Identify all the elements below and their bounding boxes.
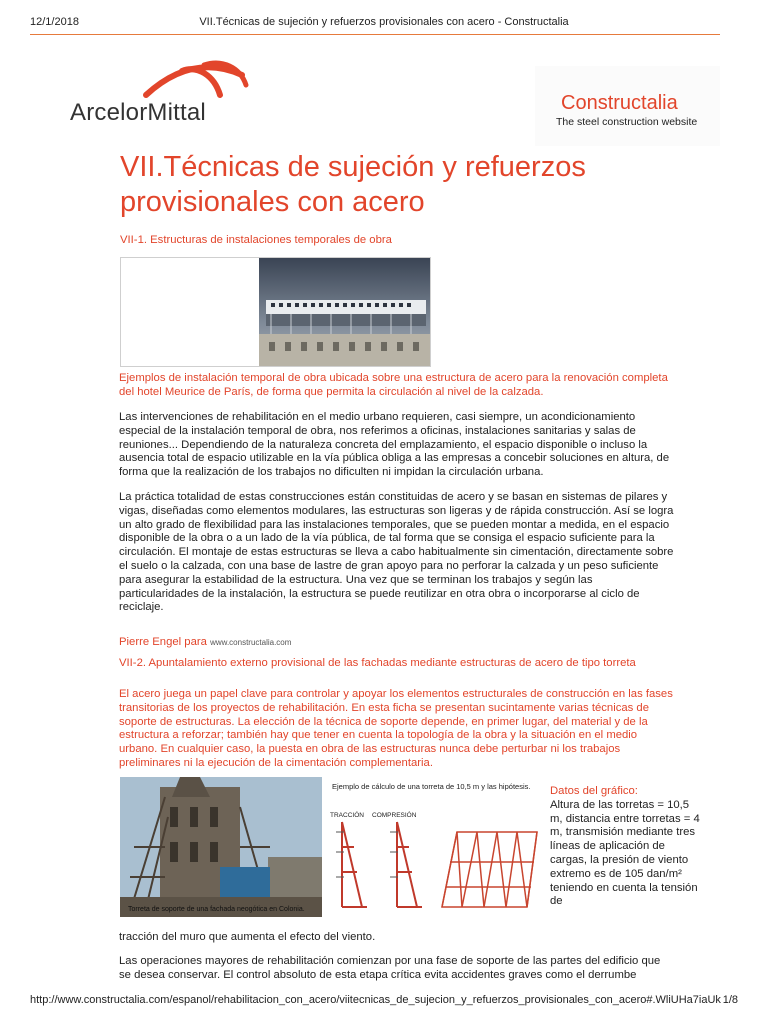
author-name: Pierre Engel para (119, 636, 207, 648)
arcelormittal-logo-text: ArcelorMittal (70, 99, 206, 126)
sidebar-continuation: tracción del muro que aumenta el efecto del viento. (119, 931, 376, 943)
constructalia-logo-text: Constructalia (561, 92, 678, 114)
chart-data-sidebar (550, 785, 700, 909)
paragraph-2: La práctica totalidad de estas construcciones están constituidas de acero y se basan en sistemas de pilares y vigas, diseñadas como elementos modulares, las estructuras son ligeras y de rápida construcción. Así se logra un alto grado de flexibilidad para las instalaciones temporales, que se pueden montar a medida, en el espacio disponible de la obra o a un lado de la vía pública, de tal forma que se consiga el espacio suficiente para la circulación. El montaje de estas estructuras se lleva a cabo habitualmente sin cimentación, directamente sobre el suelo o la calzada, con una base de lastre de gran apoyo para no perforar la calzada y un peso suficiente para asegurar la estabilidad de la estructura. Una vez que se terminan los trabajos y según las particularidades de la instalación, la estructura se puede reutilizar en otra obra o incorporarse al ciclo de reciclaje. (119, 491, 674, 614)
print-page-title: VII.Técnicas de sujeción y refuerzos provisionales con acero - Constructalia (199, 16, 569, 28)
diagram-label-traccion: TRACCIÓN (330, 812, 364, 819)
photo2-caption: Torreta de soporte de una fachada neogótica en Colonia. (128, 906, 305, 913)
author-line (119, 636, 291, 648)
paragraph-4: Las operaciones mayores de rehabilitación comienzan por una fase de soporte de las partes del edificio que se desea conservar. El control absoluto de esta etapa crítica evita accidentes graves como el derrumbe (119, 955, 661, 981)
arcelormittal-logo-mark (142, 55, 252, 105)
chart-data-heading: Datos del gráfico: (550, 785, 638, 797)
hotel-meurice-photo (120, 257, 431, 367)
section1-heading: VII-1. Estructuras de instalaciones temporales de obra (120, 234, 392, 246)
print-date: 12/1/2018 (30, 16, 79, 28)
photo1-caption: Ejemplos de instalación temporal de obra ubicada sobre una estructura de acero para la renovación completa del hotel Meurice de París, de forma que permita la circulación al nivel de la calzada. (119, 372, 668, 398)
header-divider (30, 34, 720, 35)
paragraph-3: El acero juega un papel clave para controlar y apoyar los elementos estructurales de construcción en las fases transitorias de los proyectos de rehabilitación. En esta ficha se presentan sucintamente varias técnicas de soporte de estructuras. La elección de la técnica de soporte depende, en primer lugar, del material y de la estructura a reforzar; también hay que tener en cuenta la topología de la obra y la situación en el medio urbano. En cualquier caso, la puesta en obra de las estructuras nunca debe perturbar ni los trabajos preliminares ni la ejecución de la cimentación complementaria. (119, 688, 673, 769)
diagram-title: Ejemplo de cálculo de una torreta de 10,5 m y las hipótesis. (332, 782, 531, 791)
article-title: VII.Técnicas de sujeción y refuerzos provisionales con acero (120, 151, 586, 218)
footer-url: http://www.constructalia.com/espanol/rehabilitacion_con_acero/viitecnicas_de_sujecion_y_refuerzos_provisionales_con_acero#.WliUHa7iaUk (30, 994, 721, 1006)
chart-data-text: Altura de las torretas = 10,5 m, distancia entre torretas = 4 m, transmisión mediante tres líneas de aplicación de cargas, la presión de viento extremo es de 105 dan/m² teniendo en cuenta la tensión de (550, 798, 700, 908)
paragraph-1: Las intervenciones de rehabilitación en el medio urbano requieren, casi siempre, un acondicionamiento especial de la instalación temporal de obra, nos referimos a oficinas, instalaciones sanitarias y salas de reuniones... Dependiendo de la naturaleza concreta del emplazamiento, el espacio disponible o incluso la ausencia total de espacio utilizable en la vía pública obliga a las empresas a concebir soluciones en altura, de forma que la realización de los trabajos no dificulten ni impidan la circulación urbana. (119, 411, 670, 479)
constructalia-tagline: The steel construction website (556, 116, 698, 128)
footer-page-number: 1/8 (722, 994, 738, 1006)
cologne-tower-photo (120, 777, 322, 917)
tower-calculation-diagram (322, 777, 544, 917)
section2-heading: VII-2. Apuntalamiento externo provisional de las fachadas mediante estructuras de acero de tipo torreta (119, 657, 636, 669)
diagram-label-compresion: COMPRESIÓN (372, 812, 417, 819)
author-site: www.constructalia.com (210, 638, 292, 647)
